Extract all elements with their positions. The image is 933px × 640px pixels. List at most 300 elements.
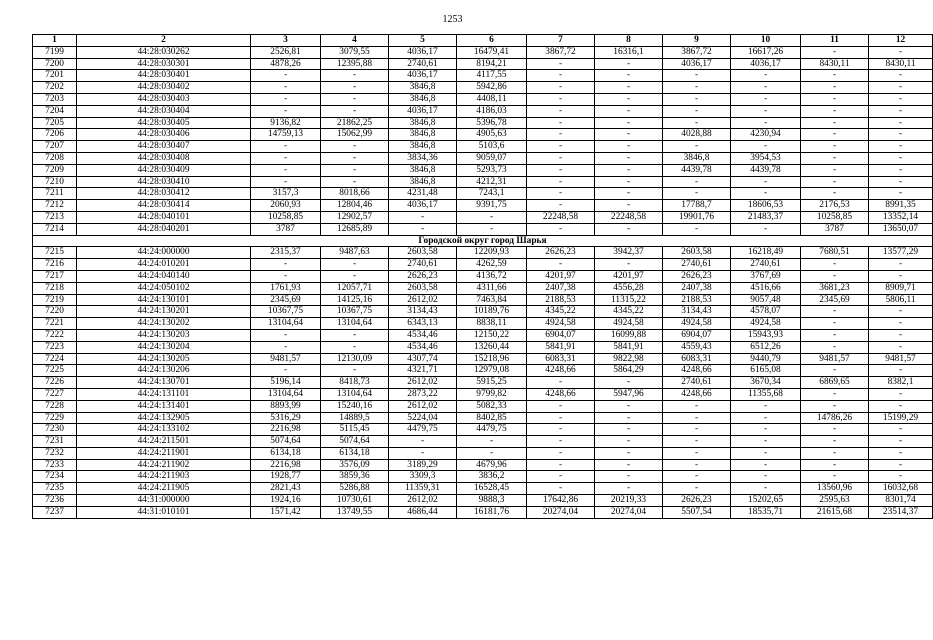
table-cell: - xyxy=(801,365,869,377)
table-cell: 7228 xyxy=(33,400,77,412)
table-cell: 4117,55 xyxy=(457,70,527,82)
table-cell: 2626,23 xyxy=(663,270,731,282)
table-cell: 12057,71 xyxy=(321,282,389,294)
table-cell: 44:24:211902 xyxy=(77,459,251,471)
table-cell: - xyxy=(595,412,663,424)
table-row xyxy=(33,377,933,389)
table-cell: 6343,13 xyxy=(389,318,457,330)
table-cell: - xyxy=(663,223,731,235)
table-cell: 4231,48 xyxy=(389,188,457,200)
table-row xyxy=(33,495,933,507)
table-cell: - xyxy=(595,400,663,412)
table-cell: 20274,04 xyxy=(527,506,595,518)
table-cell: 4408,11 xyxy=(457,93,527,105)
table-cell: - xyxy=(869,329,933,341)
table-cell: 44:24:130701 xyxy=(77,377,251,389)
table-cell: - xyxy=(595,188,663,200)
table-cell: 7218 xyxy=(33,282,77,294)
table-cell: 7235 xyxy=(33,483,77,495)
table-cell: 7210 xyxy=(33,176,77,188)
table-cell: 3846,8 xyxy=(389,129,457,141)
table-cell: - xyxy=(527,105,595,117)
table-cell: - xyxy=(595,424,663,436)
table-cell: 44:24:130206 xyxy=(77,365,251,377)
table-cell: - xyxy=(527,412,595,424)
table-cell: 7225 xyxy=(33,365,77,377)
table-cell: 4307,74 xyxy=(389,353,457,365)
table-row xyxy=(33,447,933,459)
table-cell: 44:24:130203 xyxy=(77,329,251,341)
table-cell: 3134,43 xyxy=(389,306,457,318)
table-cell: 8018,66 xyxy=(321,188,389,200)
table-cell: 11359,31 xyxy=(389,483,457,495)
table-cell: 4036,17 xyxy=(389,70,457,82)
table-cell: 3846,8 xyxy=(389,93,457,105)
table-cell: - xyxy=(801,117,869,129)
table-cell: 3846,8 xyxy=(389,82,457,94)
table-cell: - xyxy=(251,93,321,105)
table-cell: 4924,58 xyxy=(595,318,663,330)
table-cell: - xyxy=(663,471,731,483)
table-cell: 2345,69 xyxy=(251,294,321,306)
table-cell: 44:28:030403 xyxy=(77,93,251,105)
table-cell: 2345,69 xyxy=(801,294,869,306)
table-cell: 44:28:040101 xyxy=(77,211,251,223)
table-cell: - xyxy=(595,459,663,471)
table-cell: 7220 xyxy=(33,306,77,318)
table-cell: 4036,17 xyxy=(731,58,801,70)
table-cell: - xyxy=(731,93,801,105)
table-cell: 15218,96 xyxy=(457,353,527,365)
table-cell: 12395,88 xyxy=(321,58,389,70)
table-cell: - xyxy=(595,58,663,70)
table-cell: - xyxy=(527,200,595,212)
table-cell: 44:24:211901 xyxy=(77,447,251,459)
table-cell: - xyxy=(869,341,933,353)
table-cell: 7216 xyxy=(33,259,77,271)
table-cell: 5082,33 xyxy=(457,400,527,412)
table-cell: - xyxy=(595,70,663,82)
table-cell: - xyxy=(731,447,801,459)
table-cell: 1571,42 xyxy=(251,506,321,518)
table-cell: - xyxy=(321,141,389,153)
table-cell: 13577,29 xyxy=(869,247,933,259)
table-cell: 9888,3 xyxy=(457,495,527,507)
table-row xyxy=(33,483,933,495)
column-header: 5 xyxy=(389,35,457,47)
table-cell: - xyxy=(321,259,389,271)
table-cell: 2873,22 xyxy=(389,388,457,400)
table-cell: 44:24:130205 xyxy=(77,353,251,365)
table-cell: - xyxy=(801,259,869,271)
table-cell: 2626,23 xyxy=(663,495,731,507)
table-cell: 8430,11 xyxy=(801,58,869,70)
table-cell: - xyxy=(801,70,869,82)
table-cell: 9487,63 xyxy=(321,247,389,259)
table-cell: 5293,73 xyxy=(457,164,527,176)
table-cell: 8838,11 xyxy=(457,318,527,330)
table-cell: 2595,63 xyxy=(801,495,869,507)
table-cell: 5316,29 xyxy=(251,412,321,424)
table-cell: 4534,46 xyxy=(389,329,457,341)
table-cell: 44:24:131101 xyxy=(77,388,251,400)
table-body xyxy=(33,35,933,519)
table-cell: - xyxy=(869,259,933,271)
table-cell: 9136,82 xyxy=(251,117,321,129)
table-cell: 22248,58 xyxy=(527,211,595,223)
table-cell: 4262,59 xyxy=(457,259,527,271)
table-cell: 13104,64 xyxy=(251,318,321,330)
table-row xyxy=(33,436,933,448)
table-cell: 7234 xyxy=(33,471,77,483)
table-cell: 3867,72 xyxy=(527,46,595,58)
column-header: 2 xyxy=(77,35,251,47)
table-cell: - xyxy=(869,306,933,318)
table-row xyxy=(33,188,933,200)
table-cell: - xyxy=(457,211,527,223)
table-cell: - xyxy=(801,93,869,105)
table-cell: 2740,61 xyxy=(663,377,731,389)
table-cell: 5942,86 xyxy=(457,82,527,94)
table-cell: 44:28:040201 xyxy=(77,223,251,235)
table-cell: 4479,75 xyxy=(389,424,457,436)
table-cell: - xyxy=(321,93,389,105)
table-cell: - xyxy=(801,141,869,153)
table-cell: 21615,68 xyxy=(801,506,869,518)
table-cell: - xyxy=(595,117,663,129)
table-cell: 4136,72 xyxy=(457,270,527,282)
table-cell: 7224 xyxy=(33,353,77,365)
table-cell: 15202,65 xyxy=(731,495,801,507)
table-cell: 2603,58 xyxy=(663,247,731,259)
table-cell: 7207 xyxy=(33,141,77,153)
table-cell: - xyxy=(801,388,869,400)
table-cell: 7463,84 xyxy=(457,294,527,306)
table-cell: 5103,6 xyxy=(457,141,527,153)
table-cell: 12209,93 xyxy=(457,247,527,259)
table-cell: - xyxy=(251,259,321,271)
column-header: 12 xyxy=(869,35,933,47)
table-cell: 19901,76 xyxy=(663,211,731,223)
table-cell: - xyxy=(251,176,321,188)
table-cell: 1928,77 xyxy=(251,471,321,483)
table-cell: 6869,65 xyxy=(801,377,869,389)
table-cell: - xyxy=(869,365,933,377)
table-cell: - xyxy=(801,459,869,471)
table-cell: 3576,09 xyxy=(321,459,389,471)
table-row xyxy=(33,164,933,176)
table-cell: 44:28:030405 xyxy=(77,117,251,129)
table-cell: - xyxy=(869,93,933,105)
table-cell: 7221 xyxy=(33,318,77,330)
table-cell: 15199,29 xyxy=(869,412,933,424)
table-cell: 44:28:030410 xyxy=(77,176,251,188)
table-cell: 12150,22 xyxy=(457,329,527,341)
table-cell: 7230 xyxy=(33,424,77,436)
table-cell: - xyxy=(663,188,731,200)
table-cell: - xyxy=(801,329,869,341)
table-cell: 7214 xyxy=(33,223,77,235)
column-header: 9 xyxy=(663,35,731,47)
table-cell: 5115,45 xyxy=(321,424,389,436)
table-cell: 44:24:050102 xyxy=(77,282,251,294)
table-cell: 4212,31 xyxy=(457,176,527,188)
column-header: 1 xyxy=(33,35,77,47)
table-cell: 16181,76 xyxy=(457,506,527,518)
table-cell: 17788,7 xyxy=(663,200,731,212)
table-cell: - xyxy=(527,400,595,412)
table-cell: 11355,68 xyxy=(731,388,801,400)
table-cell: - xyxy=(321,70,389,82)
table-cell: 3134,43 xyxy=(663,306,731,318)
table-cell: 4686,44 xyxy=(389,506,457,518)
table-cell: - xyxy=(595,82,663,94)
table-cell: - xyxy=(731,400,801,412)
table-row xyxy=(33,424,933,436)
table-cell: 3309,3 xyxy=(389,471,457,483)
table-cell: 22248,58 xyxy=(595,211,663,223)
table-cell: 8402,85 xyxy=(457,412,527,424)
table-cell: 18535,71 xyxy=(731,506,801,518)
table-row xyxy=(33,294,933,306)
table-row xyxy=(33,306,933,318)
table-cell: - xyxy=(663,70,731,82)
table-cell: - xyxy=(663,93,731,105)
table-row xyxy=(33,82,933,94)
table-cell: - xyxy=(663,82,731,94)
table-cell: 4201,97 xyxy=(595,270,663,282)
table-cell: 44:28:030408 xyxy=(77,152,251,164)
table-cell: 44:24:130201 xyxy=(77,306,251,318)
table-cell: - xyxy=(527,436,595,448)
table-cell: - xyxy=(527,188,595,200)
table-cell: 4248,66 xyxy=(663,388,731,400)
table-cell: 13560,96 xyxy=(801,483,869,495)
table-cell: - xyxy=(731,459,801,471)
table-cell: - xyxy=(801,176,869,188)
table-cell: - xyxy=(595,93,663,105)
table-cell: 8194,21 xyxy=(457,58,527,70)
table-cell: 9059,07 xyxy=(457,152,527,164)
table-cell: - xyxy=(321,82,389,94)
table-cell: 44:24:010201 xyxy=(77,259,251,271)
table-cell: - xyxy=(801,341,869,353)
table-cell: - xyxy=(527,447,595,459)
table-cell: - xyxy=(801,318,869,330)
table-cell: 4321,71 xyxy=(389,365,457,377)
table-cell: - xyxy=(389,211,457,223)
table-cell: 44:28:030262 xyxy=(77,46,251,58)
table-cell: 7226 xyxy=(33,377,77,389)
table-cell: 6904,07 xyxy=(527,329,595,341)
table-cell: 6083,31 xyxy=(663,353,731,365)
table-cell: - xyxy=(731,141,801,153)
table-cell: 5864,29 xyxy=(595,365,663,377)
table-cell: - xyxy=(801,82,869,94)
table-cell: 14889,5 xyxy=(321,412,389,424)
table-cell: - xyxy=(801,129,869,141)
table-row xyxy=(33,70,933,82)
table-cell: 3681,23 xyxy=(801,282,869,294)
table-cell: 3846,8 xyxy=(389,141,457,153)
table-cell: 4248,66 xyxy=(527,365,595,377)
table-cell: 10730,61 xyxy=(321,495,389,507)
table-cell: 14786,26 xyxy=(801,412,869,424)
table-cell: - xyxy=(527,70,595,82)
table-cell: 7232 xyxy=(33,447,77,459)
table-cell: 44:24:211501 xyxy=(77,436,251,448)
table-cell: 10367,75 xyxy=(251,306,321,318)
column-header: 8 xyxy=(595,35,663,47)
table-cell: - xyxy=(595,447,663,459)
table-cell: - xyxy=(801,270,869,282)
table-cell: 2176,53 xyxy=(801,200,869,212)
table-cell: 2216,98 xyxy=(251,459,321,471)
table-cell: 44:28:030301 xyxy=(77,58,251,70)
table-cell: - xyxy=(527,164,595,176)
table-cell: 23514,37 xyxy=(869,506,933,518)
table-cell: - xyxy=(731,223,801,235)
table-cell: - xyxy=(731,82,801,94)
table-cell: - xyxy=(869,152,933,164)
table-cell: 2407,38 xyxy=(663,282,731,294)
table-cell: 44:31:000000 xyxy=(77,495,251,507)
column-header: 10 xyxy=(731,35,801,47)
table-cell: 7203 xyxy=(33,93,77,105)
table-row xyxy=(33,176,933,188)
table-cell: - xyxy=(321,164,389,176)
table-cell: 44:24:211905 xyxy=(77,483,251,495)
table-cell: - xyxy=(663,105,731,117)
table-cell: - xyxy=(595,152,663,164)
table-cell: - xyxy=(801,471,869,483)
table-cell: 16218,49 xyxy=(731,247,801,259)
table-cell: 12979,08 xyxy=(457,365,527,377)
table-cell: - xyxy=(251,105,321,117)
column-header: 3 xyxy=(251,35,321,47)
table-cell: 4230,94 xyxy=(731,129,801,141)
table-cell: - xyxy=(251,152,321,164)
table-cell: 7231 xyxy=(33,436,77,448)
table-cell: - xyxy=(595,141,663,153)
table-cell: - xyxy=(801,447,869,459)
table-cell: 4534,46 xyxy=(389,341,457,353)
table-cell: 44:28:030412 xyxy=(77,188,251,200)
table-cell: - xyxy=(663,176,731,188)
table-cell: - xyxy=(731,105,801,117)
table-cell: - xyxy=(595,259,663,271)
table-cell: 4036,17 xyxy=(389,105,457,117)
table-row xyxy=(33,412,933,424)
table-cell: 2626,23 xyxy=(389,270,457,282)
table-cell: 4201,97 xyxy=(527,270,595,282)
table-cell: 8991,35 xyxy=(869,200,933,212)
table-cell: 7217 xyxy=(33,270,77,282)
table-cell: 7223 xyxy=(33,341,77,353)
table-cell: - xyxy=(595,176,663,188)
table-row xyxy=(33,388,933,400)
table-cell: 4559,43 xyxy=(663,341,731,353)
table-cell: - xyxy=(595,164,663,176)
table-cell: 6134,18 xyxy=(251,447,321,459)
table-cell: 2626,23 xyxy=(527,247,595,259)
table-cell: - xyxy=(801,424,869,436)
table-cell: - xyxy=(595,129,663,141)
table-cell: 4516,66 xyxy=(731,282,801,294)
table-cell: 4036,17 xyxy=(389,200,457,212)
table-cell: 7213 xyxy=(33,211,77,223)
table-cell: 3846,8 xyxy=(389,176,457,188)
table-cell: - xyxy=(595,483,663,495)
page-number: 1253 xyxy=(442,14,463,25)
table-cell: - xyxy=(321,270,389,282)
table-cell: 4924,58 xyxy=(731,318,801,330)
table-cell: 2603,58 xyxy=(389,247,457,259)
table-cell: 5074,64 xyxy=(321,436,389,448)
table-cell: - xyxy=(527,129,595,141)
table-cell: 7200 xyxy=(33,58,77,70)
table-cell: 3846,8 xyxy=(389,164,457,176)
table-cell: - xyxy=(663,447,731,459)
table-cell: - xyxy=(595,377,663,389)
table-cell: - xyxy=(869,447,933,459)
table-cell: 4479,75 xyxy=(457,424,527,436)
section-row xyxy=(33,235,933,247)
table-cell: 6512,26 xyxy=(731,341,801,353)
table-cell: - xyxy=(801,46,869,58)
table-cell: - xyxy=(869,129,933,141)
table-cell: - xyxy=(869,82,933,94)
table-cell: - xyxy=(731,176,801,188)
table-cell: 4311,66 xyxy=(457,282,527,294)
table-cell: 3189,29 xyxy=(389,459,457,471)
table-cell: - xyxy=(527,223,595,235)
table-cell: - xyxy=(731,117,801,129)
table-cell: - xyxy=(731,436,801,448)
table-cell: - xyxy=(251,70,321,82)
table-cell: 9799,82 xyxy=(457,388,527,400)
table-cell: 8418,73 xyxy=(321,377,389,389)
table-cell: 15943,93 xyxy=(731,329,801,341)
table-cell: 7204 xyxy=(33,105,77,117)
table-cell: 13104,64 xyxy=(251,388,321,400)
table-cell: - xyxy=(251,365,321,377)
table-cell: - xyxy=(801,306,869,318)
table-cell: 7206 xyxy=(33,129,77,141)
table-cell: 3954,53 xyxy=(731,152,801,164)
table-cell: 12804,46 xyxy=(321,200,389,212)
column-header: 11 xyxy=(801,35,869,47)
table-cell: 16528,45 xyxy=(457,483,527,495)
column-header: 4 xyxy=(321,35,389,47)
table-cell: 13749,55 xyxy=(321,506,389,518)
table-cell: 9057,48 xyxy=(731,294,801,306)
table-cell: 17642,86 xyxy=(527,495,595,507)
table-cell: 13650,07 xyxy=(869,223,933,235)
table-cell: - xyxy=(663,117,731,129)
table-cell: 7219 xyxy=(33,294,77,306)
table-cell: 7236 xyxy=(33,495,77,507)
table-cell: 11315,22 xyxy=(595,294,663,306)
table-cell: - xyxy=(457,447,527,459)
table-cell: 10367,75 xyxy=(321,306,389,318)
table-cell: 4439,78 xyxy=(731,164,801,176)
table-cell: 4878,26 xyxy=(251,58,321,70)
table-cell: 16479,41 xyxy=(457,46,527,58)
table-cell: 16099,88 xyxy=(595,329,663,341)
header-row xyxy=(33,35,933,47)
table-cell: 7202 xyxy=(33,82,77,94)
